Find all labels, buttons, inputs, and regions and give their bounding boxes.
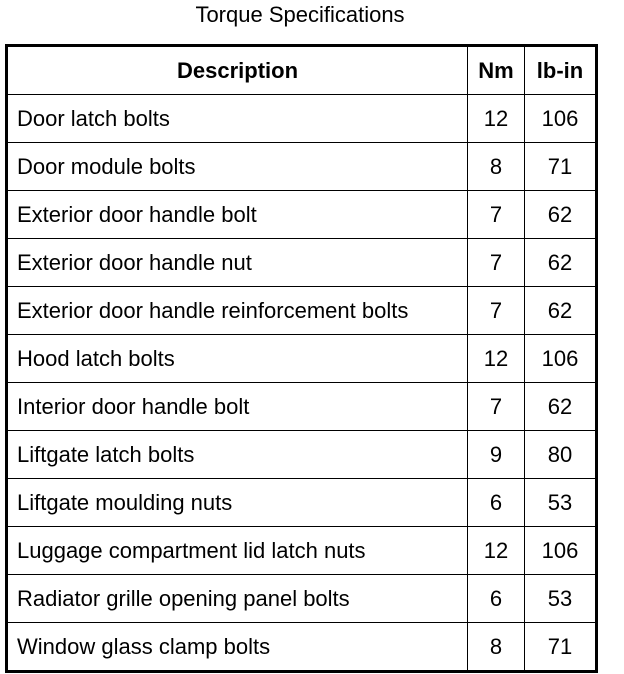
cell-description: Exterior door handle nut — [7, 239, 468, 287]
table-header-row — [7, 46, 597, 95]
table-row — [7, 383, 597, 431]
cell-nm: 7 — [468, 239, 525, 287]
cell-description: Liftgate latch bolts — [7, 431, 468, 479]
page-title: Torque Specifications — [195, 2, 405, 27]
cell-description: Hood latch bolts — [7, 335, 468, 383]
cell-nm: 7 — [468, 287, 525, 335]
cell-lbin: 71 — [525, 143, 597, 191]
cell-nm: 12 — [468, 95, 525, 143]
table-row — [7, 239, 597, 287]
cell-lbin: 71 — [525, 623, 597, 672]
cell-description: Interior door handle bolt — [7, 383, 468, 431]
cell-description: Radiator grille opening panel bolts — [7, 575, 468, 623]
column-header-description: Description — [7, 46, 468, 95]
cell-nm: 6 — [468, 479, 525, 527]
cell-lbin: 106 — [525, 95, 597, 143]
cell-description: Exterior door handle bolt — [7, 191, 468, 239]
cell-nm: 12 — [468, 335, 525, 383]
cell-lbin: 80 — [525, 431, 597, 479]
cell-lbin: 62 — [525, 191, 597, 239]
cell-lbin: 106 — [525, 335, 597, 383]
cell-lbin: 62 — [525, 383, 597, 431]
cell-lbin: 53 — [525, 575, 597, 623]
table-row — [7, 575, 597, 623]
table-row — [7, 95, 597, 143]
cell-nm: 6 — [468, 575, 525, 623]
cell-description: Liftgate moulding nuts — [7, 479, 468, 527]
table-row — [7, 335, 597, 383]
cell-description: Window glass clamp bolts — [7, 623, 468, 672]
cell-lbin: 62 — [525, 239, 597, 287]
table-row — [7, 191, 597, 239]
table-row — [7, 143, 597, 191]
cell-description: Door module bolts — [7, 143, 468, 191]
cell-description: Door latch bolts — [7, 95, 468, 143]
column-header-lbin: lb-in — [525, 46, 597, 95]
cell-nm: 8 — [468, 143, 525, 191]
cell-description: Exterior door handle reinforcement bolts — [7, 287, 468, 335]
cell-nm: 7 — [468, 383, 525, 431]
table-row — [7, 431, 597, 479]
cell-lbin: 62 — [525, 287, 597, 335]
torque-spec-table — [5, 44, 598, 673]
cell-nm: 9 — [468, 431, 525, 479]
cell-nm: 12 — [468, 527, 525, 575]
table-row — [7, 287, 597, 335]
cell-lbin: 53 — [525, 479, 597, 527]
table-row — [7, 527, 597, 575]
cell-nm: 8 — [468, 623, 525, 672]
column-header-nm: Nm — [468, 46, 525, 95]
cell-description: Luggage compartment lid latch nuts — [7, 527, 468, 575]
table-row — [7, 479, 597, 527]
cell-lbin: 106 — [525, 527, 597, 575]
cell-nm: 7 — [468, 191, 525, 239]
table-row — [7, 623, 597, 672]
